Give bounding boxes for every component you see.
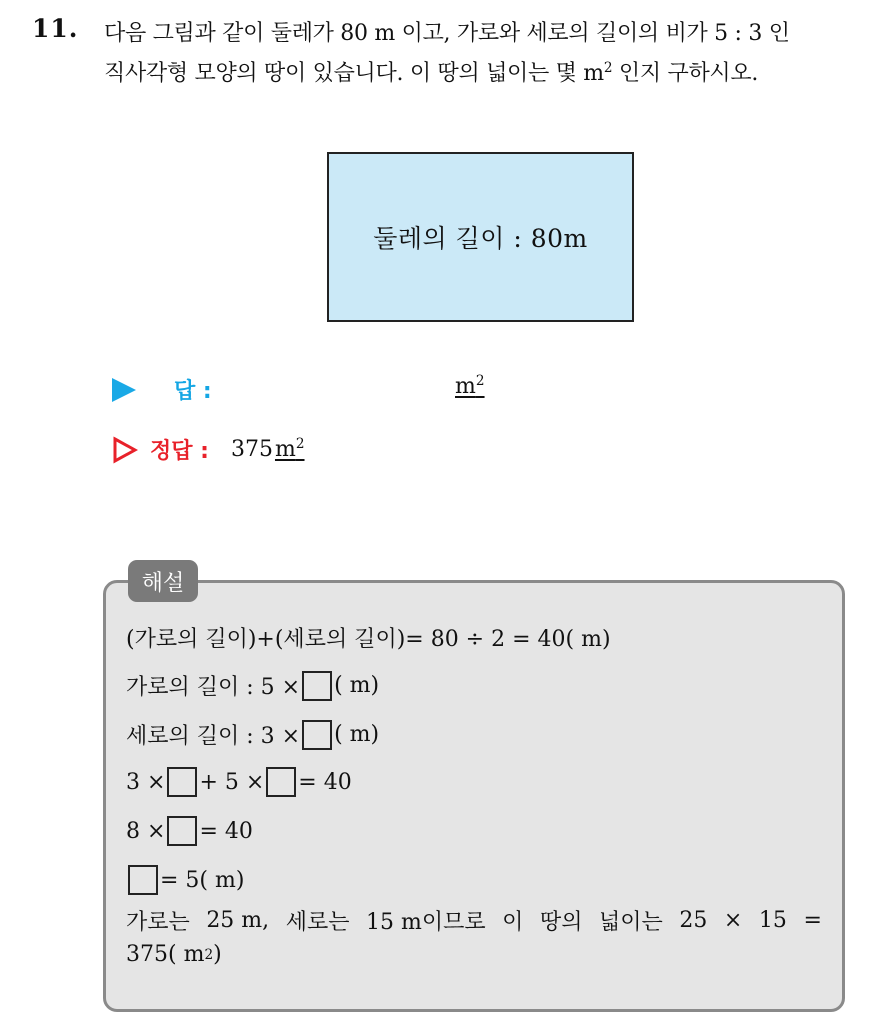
correct-answer-unit: [275, 437, 305, 462]
solution-line-3: [126, 719, 379, 750]
solution-line-5: [126, 816, 253, 846]
blank-box: [266, 767, 296, 797]
play-triangle-icon: [112, 378, 136, 402]
solution-line-4-part-a: 3 ×: [126, 769, 166, 795]
blank-box: [302, 671, 332, 701]
solution-word: 15 m이므로: [366, 910, 486, 935]
correct-answer-value: 375: [230, 437, 273, 462]
answer-unit-superscript: 2: [475, 372, 485, 389]
answer-unit: [455, 374, 485, 399]
question-text-line2-end: 인지 구하시오.: [612, 61, 759, 86]
solution-word: =: [803, 908, 822, 933]
correct-answer-label: 정답 :: [150, 439, 209, 464]
blank-box: [128, 865, 158, 895]
solution-line-8-text: 375( m: [126, 942, 205, 967]
solution-word: 15: [758, 908, 787, 933]
solution-word: 가로는: [126, 910, 190, 935]
correct-unit-base: m: [274, 437, 296, 462]
solution-word: 이: [502, 910, 524, 935]
question-text-line2: [104, 56, 758, 87]
blank-box: [167, 816, 197, 846]
solution-line-4: [126, 767, 352, 797]
solution-line-7: [126, 905, 822, 936]
question-unit-superscript: 2: [603, 59, 613, 76]
correct-answer-row: [112, 434, 305, 465]
solution-word: ×: [723, 908, 743, 933]
rectangle-figure: [327, 152, 634, 322]
solution-line-8: 375( m 2 ): [126, 942, 222, 967]
blank-box: [302, 720, 332, 750]
question-text-line2-main: 직사각형 모양의 땅이 있습니다. 이 땅의 넓이는 몇 m: [104, 61, 604, 86]
solution-word: 25: [679, 908, 708, 933]
solution-line-6: [126, 865, 244, 895]
solution-word: 넓이는: [599, 910, 663, 935]
solution-line-3-unit: ( m): [334, 722, 380, 747]
answer-unit-base: m: [455, 374, 476, 399]
solution-line-2: [126, 670, 379, 701]
solution-word: 세로는: [285, 910, 350, 935]
correct-unit-superscript: 2: [295, 435, 305, 452]
solution-line-5-part-b: = 40: [199, 818, 253, 844]
solution-line-2-text: 가로의 길이 : 5 ×: [126, 675, 301, 700]
solution-line-8-end: ): [213, 942, 222, 967]
answer-label: 답 :: [174, 379, 212, 404]
outline-triangle-icon: [112, 436, 138, 464]
solution-line-1: (가로의 길이)+(세로의 길이)= 80 ÷ 2 = 40( m): [126, 627, 611, 652]
figure-label: 둘레의 길이 : 80m: [373, 224, 588, 253]
question-text-line1: 다음 그림과 같이 둘레가 80 m 이고, 가로와 세로의 길이의 비가 5 : 3 인: [104, 21, 790, 46]
solution-line-5-part-a: 8 ×: [126, 818, 166, 844]
blank-box: [167, 767, 197, 797]
solution-word: 땅의: [539, 910, 583, 935]
solution-tab: 해설: [128, 560, 198, 602]
solution-word: 25 m,: [206, 908, 270, 933]
question-number: 11.: [32, 14, 79, 43]
answer-row: [112, 374, 212, 405]
solution-line-3-text: 세로의 길이 : 3 ×: [126, 724, 301, 749]
solution-line-4-part-b: + 5 ×: [199, 769, 265, 795]
solution-line-6-text: = 5( m): [160, 867, 245, 893]
solution-line-4-part-c: = 40: [298, 769, 352, 795]
solution-line-2-unit: ( m): [334, 673, 380, 698]
